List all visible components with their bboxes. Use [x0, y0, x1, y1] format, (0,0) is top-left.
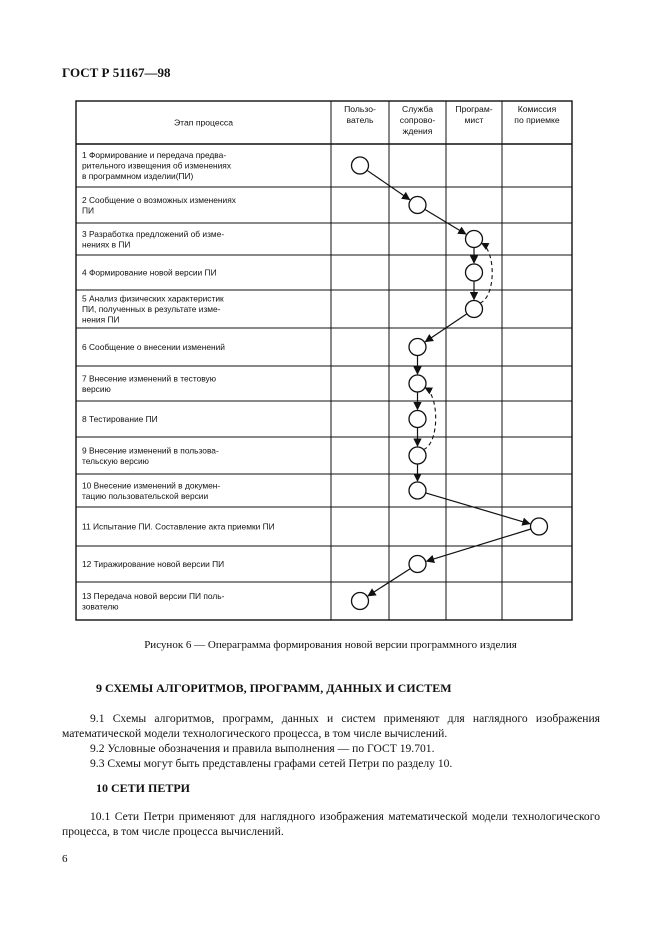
flow-arrow [425, 209, 466, 234]
column-header: сопрово- [399, 115, 436, 125]
stage-label: 8 Тестирование ПИ [82, 414, 158, 424]
stage-node-circle [409, 375, 426, 392]
column-header: Служба [402, 104, 433, 114]
stage-label: версию [82, 383, 111, 394]
stage-node-circle [409, 447, 426, 464]
stage-node-circle [409, 556, 426, 573]
stage-label: 12 Тиражирование новой версии ПИ [82, 559, 225, 569]
stage-node-circle [409, 197, 426, 214]
stage-label: нениях в ПИ [82, 239, 131, 250]
section-10-title: 10 СЕТИ ПЕТРИ [96, 781, 191, 795]
stage-node-circle [409, 411, 426, 428]
stage-label: зователю [82, 601, 119, 612]
document-code: ГОСТ Р 51167—98 [62, 65, 171, 80]
stage-node-circle [409, 339, 426, 356]
column-header: ждения [402, 126, 433, 136]
paragraph-9-3: 9.3 Схемы могут быть представлены графами сетей Петри по разделу 10. [90, 757, 453, 770]
column-header: Этап процесса [173, 117, 234, 128]
stage-node-circle [531, 518, 548, 535]
flow-arrow [427, 529, 531, 561]
stage-node-circle [352, 593, 369, 610]
stage-label: ПИ, полученных в результате изме- [82, 304, 221, 314]
stage-label: 4 Формирование новой версии ПИ [82, 267, 217, 278]
stage-node-circle [409, 482, 426, 499]
section-9-title: 9 СХЕМЫ АЛГОРИТМОВ, ПРОГРАММ, ДАННЫХ И СИСТЕМ [96, 681, 452, 695]
stage-label: 11 Испытание ПИ. Составление акта приемки ПИ [82, 521, 275, 532]
stage-label: 6 Сообщение о внесении изменений [82, 342, 225, 352]
stage-label: 1 Формирование и передача предва- [82, 150, 227, 160]
stage-label: 5 Анализ физических характеристик [82, 293, 224, 304]
stage-label: тельскую версию [82, 455, 149, 466]
flow-arrow [426, 493, 530, 524]
column-header: по приемке [514, 115, 560, 125]
stage-label: в программном изделии(ПИ) [82, 171, 194, 181]
stage-label: 2 Сообщение о возможных изменениях [82, 194, 236, 205]
stage-node-circle [466, 264, 483, 281]
column-header: Комиссия [517, 104, 557, 114]
stage-label: нения ПИ [82, 314, 120, 325]
flow-arrow [367, 170, 410, 199]
stage-label: 9 Внесение изменений в пользова- [82, 445, 219, 456]
stage-label: тацию пользовательской версии [82, 490, 209, 501]
column-header: мист [464, 115, 484, 125]
page-number: 6 [62, 853, 68, 865]
column-header: ватель [346, 115, 374, 125]
stage-node-circle [352, 157, 369, 174]
figure-caption: Рисунок 6 — Операграмма формирования новой версии программного изделия [144, 639, 517, 651]
paragraph-10-1: 10.1 Сети Петри применяют для наглядного изображения математической модели технологического процесса, в том числе процесса вычислений. [62, 810, 600, 838]
stage-node-circle [466, 301, 483, 318]
column-header: Програм- [455, 104, 493, 114]
stage-label: ПИ [82, 205, 95, 216]
stage-label: 10 Внесение изменений в докумен- [82, 480, 221, 491]
stage-label: рительного извещения об изменениях [82, 160, 232, 171]
paragraph-9-2: 9.2 Условные обозначения и правила выполнения — по ГОСТ 19.701. [90, 742, 435, 755]
paragraph-9-1: 9.1 Схемы алгоритмов, программ, данных и систем применяют для наглядного изображения математической модели технологического процесса, в том числе вычислений. [62, 712, 600, 740]
stage-label: 3 Разработка предложений об изме- [82, 228, 225, 239]
stage-node-circle [466, 231, 483, 248]
column-header: Пользо- [344, 104, 376, 114]
stage-label: 7 Внесение изменений в тестовую [82, 373, 217, 384]
stage-label: 13 Передача новой версии ПИ поль- [82, 590, 225, 601]
